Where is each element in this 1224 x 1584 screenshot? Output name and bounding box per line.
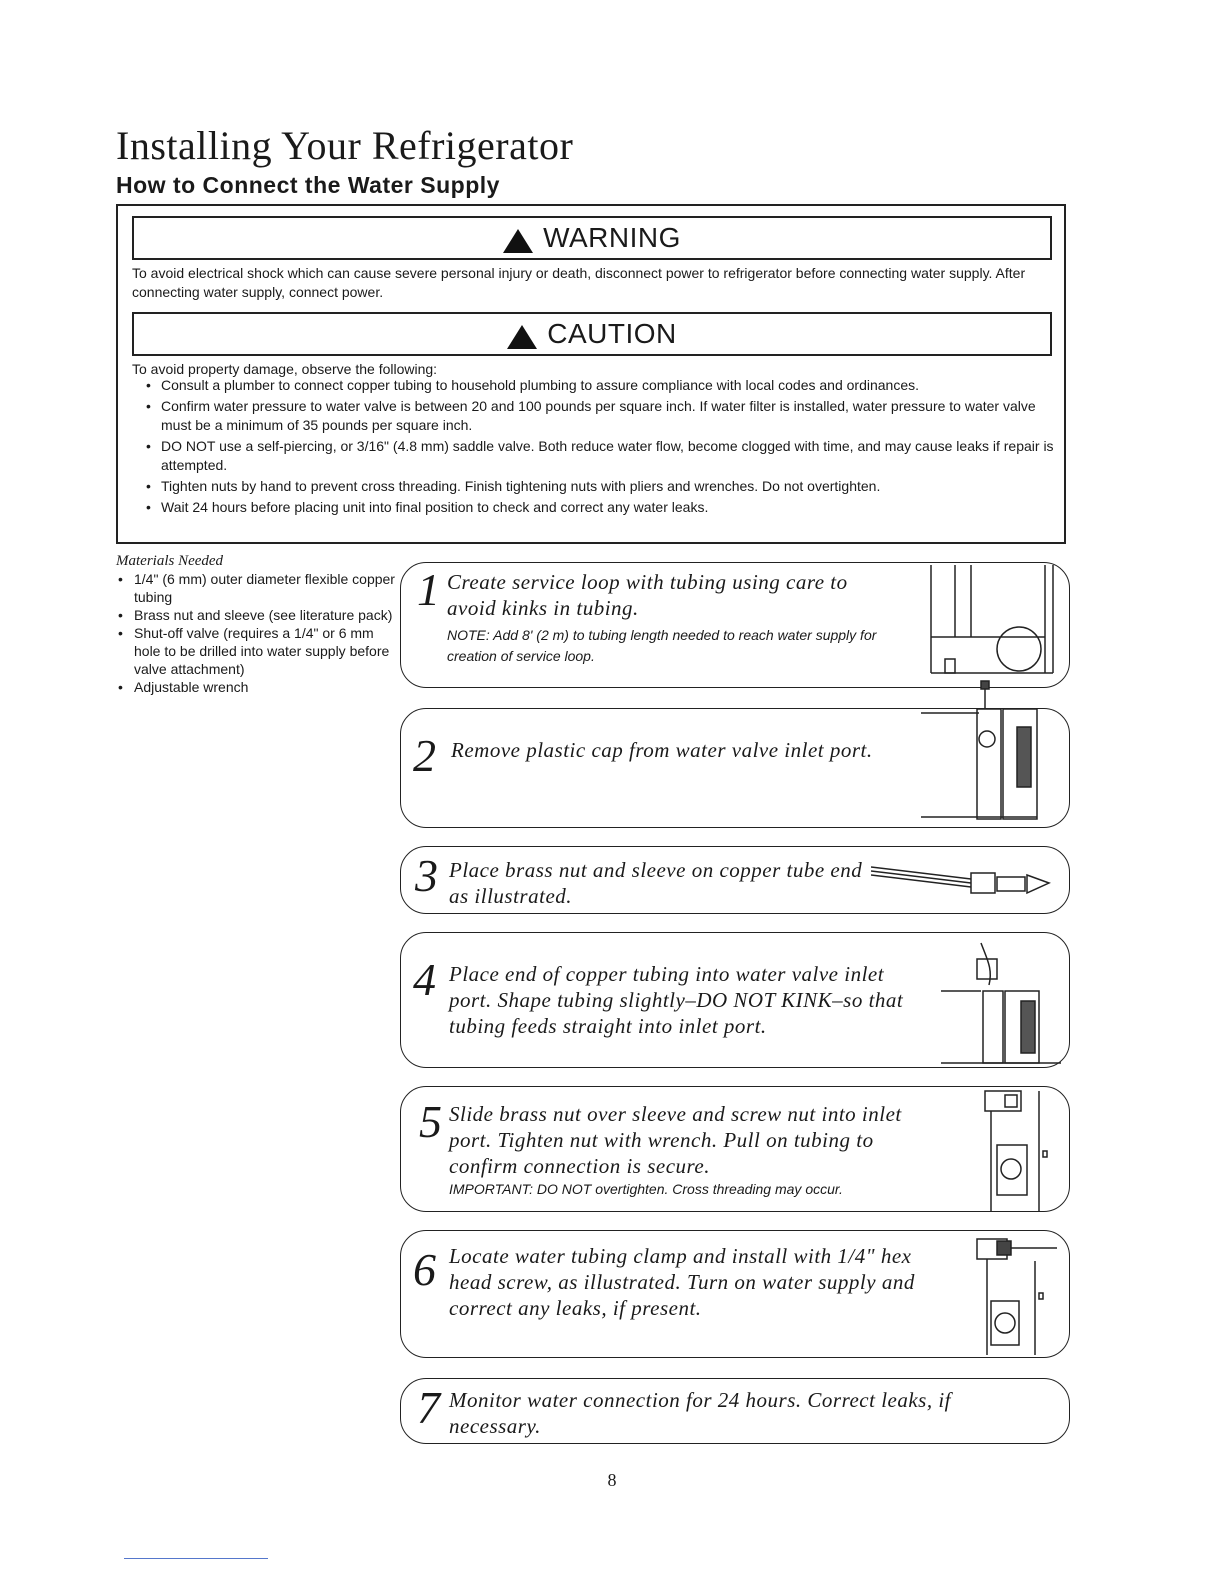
- frame-right-rule: [1064, 204, 1066, 542]
- step-number: 5: [419, 1096, 442, 1147]
- step-text: Remove plastic cap from water valve inlet port.: [451, 738, 873, 762]
- step-2-box: [400, 708, 1070, 828]
- step-note: IMPORTANT: DO NOT overtighten. Cross threading may occur.: [449, 1181, 843, 1197]
- service-loop-illustration-icon: [921, 563, 1061, 687]
- caution-intro: To avoid property damage, observe the following:: [132, 361, 438, 377]
- warning-label: WARNING: [543, 222, 681, 253]
- caution-bullet: • Consult a plumber to connect copper tubing to household plumbing to assure compliance with local codes and ordinances.: [142, 376, 1058, 395]
- frame-bottom-rule: [116, 542, 1066, 544]
- step-5-box: [400, 1086, 1070, 1212]
- step-7-box: [400, 1378, 1070, 1444]
- footer-rule: [124, 1558, 268, 1559]
- caution-banner: [132, 312, 1052, 356]
- brass-nut-sleeve-illustration-icon: [871, 853, 1061, 909]
- caution-bullet: • DO NOT use a self-piercing, or 3/16" (4.8 mm) saddle valve. Both reduce water flow, become clogged with time, and may cause leaks if repair is attempted.: [142, 437, 1058, 475]
- warning-banner: [132, 216, 1052, 260]
- step-3-box: [400, 846, 1070, 914]
- materials-item: • 1/4" (6 mm) outer diameter flexible copper tubing: [116, 570, 396, 606]
- wrench-tighten-illustration-icon: [981, 1087, 1061, 1211]
- step-number: 4: [413, 954, 436, 1005]
- step-text: Monitor water connection for 24 hours. Correct leaks, if necessary.: [449, 1388, 952, 1438]
- caution-bullet: • Wait 24 hours before placing unit into final position to check and correct any water leaks.: [142, 498, 1058, 517]
- step-6-box: [400, 1230, 1070, 1358]
- step-number: 2: [413, 730, 436, 781]
- page-number: 8: [607, 1470, 617, 1490]
- step-note: NOTE: Add 8' (2 m) to tubing length needed to reach water supply for creation of service loop.: [447, 627, 877, 664]
- step-number: 3: [415, 850, 438, 901]
- materials-list: [116, 570, 396, 696]
- step-text: Place brass nut and sleeve on copper tube end as illustrated.: [449, 858, 863, 908]
- valve-inlet-illustration-icon: [921, 679, 1061, 827]
- frame-top-rule: [116, 204, 1066, 206]
- step-text: Locate water tubing clamp and install with 1/4" hex head screw, as illustrated. Turn on water supply and correct any leaks, if present.: [449, 1244, 915, 1320]
- caution-label: CAUTION: [547, 318, 677, 349]
- caution-triangle-icon: [507, 325, 537, 349]
- caution-bullet: • Confirm water pressure to water valve is between 20 and 100 pounds per square inch. If water filter is installed, water pressure to water valve must be a minimum of 35 pounds per square inch.: [142, 397, 1058, 435]
- step-number: 7: [417, 1382, 440, 1433]
- tubing-clamp-illustration-icon: [971, 1231, 1061, 1357]
- step-1-box: [400, 562, 1070, 688]
- frame-left-rule: [116, 204, 118, 542]
- page-title: Installing Your Refrigerator: [116, 123, 574, 168]
- materials-section: [116, 552, 396, 696]
- caution-bullet: • Tighten nuts by hand to prevent cross threading. Finish tightening nuts with pliers and wrenches. Do not overtighten.: [142, 477, 1058, 496]
- materials-item: • Shut-off valve (requires a 1/4" or 6 mm hole to be drilled into water supply before valve attachment): [116, 624, 396, 678]
- step-text: Slide brass nut over sleeve and screw nut into inlet port. Tighten nut with wrench. Pull on tubing to confirm connection is secure.: [449, 1102, 902, 1178]
- section-subtitle: How to Connect the Water Supply: [116, 172, 500, 198]
- warning-triangle-icon: [503, 229, 533, 253]
- tubing-into-port-illustration-icon: [941, 939, 1061, 1065]
- materials-item: • Adjustable wrench: [116, 678, 396, 696]
- materials-heading: Materials Needed: [116, 553, 224, 569]
- step-text: Place end of copper tubing into water valve inlet port. Shape tubing slightly–DO NOT KINK–so that tubing feeds straight into inlet port.: [449, 962, 904, 1038]
- step-number: 1: [417, 564, 440, 615]
- materials-item: • Brass nut and sleeve (see literature pack): [116, 606, 396, 624]
- warning-text: To avoid electrical shock which can cause severe personal injury or death, disconnect power to refrigerator before connecting water supply. After connecting water supply, connect power.: [132, 265, 1026, 300]
- step-number: 6: [413, 1244, 436, 1295]
- step-4-box: [400, 932, 1070, 1068]
- step-text: Create service loop with tubing using care to avoid kinks in tubing.: [447, 570, 848, 620]
- caution-bullet-list: [142, 376, 1058, 519]
